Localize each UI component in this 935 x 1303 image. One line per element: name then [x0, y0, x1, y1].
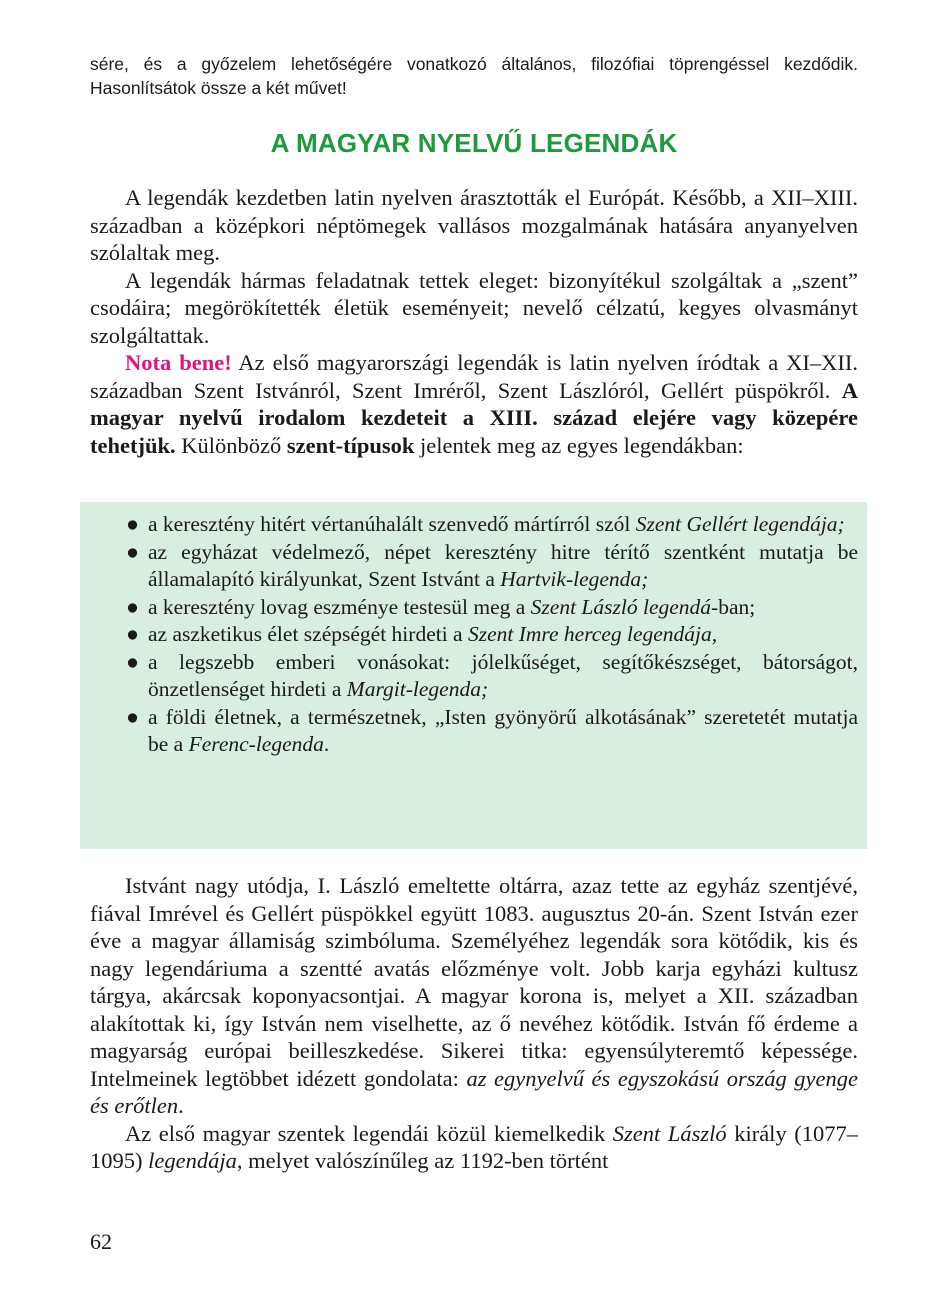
paragraph-3-part-c: Különböző — [175, 432, 287, 458]
section-title: A MAGYAR NYELVŰ LEGENDÁK — [270, 128, 678, 158]
list-item: ● a legszebb emberi vonásokat: jólelkűséget, segítőkészséget, bátorságot, önzetlenséget hirdeti a Margit-legenda; — [126, 649, 858, 701]
paragraph-4: Istvánt nagy utódja, I. László emeltette oltárra, azaz tette az egyház szentjévé, fiával Imrével és Gellért püspökkel együtt 1083. augusztus 20-án. Szent István ezer éve a magyar államiság szimbóluma. Személyéhez legendák sora kötődik, kis és nagy legendáriuma a szentté avatás előzménye volt. Jobb karja egyházi kultusz tárgya, akárcsak koponyacsontjai. A magyar korona is, melyet a XII. században alakítottak ki, így István nem viselhette, az ő nevéhez kötődik. István fő érdeme a magyarság európai beilleszkedése. Sikerei titka: egyensúlyteremtő képessége. Intelmeinek legtöbbet idézett gondolata: az egynyelvű és egyszokású ország gyenge és erőtlen. — [90, 873, 859, 1118]
list-item: ● a földi életnek, a természetnek, „Isten gyönyörű alkotásának” szeretetét mutatja be a Ferenc-legenda. — [126, 704, 858, 756]
bullet-icon: ● — [126, 594, 139, 619]
paragraph-2: A legendák hármas feladatnak tettek eleget: bizonyítékul szolgáltak a „szent” csodáira; megörökítették életük eseményeit; nevelő célzatú, kegyes olvasmányt szolgáltattak. — [90, 267, 858, 348]
list-item: ● az egyházat védelmező, népet keresztény hitre térítő szentként mutatja be államalapító királyunkat, Szent Istvánt a Hartvik-legenda; — [126, 539, 858, 591]
intelmek-quote: az egynyelvű és egyszokású ország gyenge és erőtlen — [90, 1065, 859, 1118]
paragraph-3-bold-statement: A magyar nyelvű irodalom kezdeteit a XIII. század elejére vagy közepére tehetjük. — [90, 377, 858, 458]
paragraph-3 — [90, 349, 858, 459]
paragraph-3-part-e: jelentek meg az egyes legendákban: — [414, 432, 744, 458]
saint-types-list — [126, 511, 858, 759]
paragraph-3-bold-term: szent-típusok — [286, 432, 415, 458]
bullet-icon: ● — [126, 622, 139, 646]
list-item: ● a keresztény lovag eszménye testesül meg a Szent László legendá-ban; — [126, 594, 858, 622]
bullet-icon: ● — [126, 704, 139, 729]
paragraph-5: Az első magyar szentek legendái közül kiemelkedik Szent László király (1077–1095) legendája, melyet valószínűleg az 1192-ben történt — [90, 1120, 858, 1173]
nota-bene-label: Nota bene! — [125, 350, 232, 375]
list-item: ● az aszketikus élet szépségét hirdeti a Szent Imre herceg legendája, — [126, 621, 858, 649]
lower-text-block — [90, 872, 858, 1175]
list-item: ● a keresztény hitért vértanúhalált szenvedő mártírról szól Szent Gellért legendája; — [126, 511, 858, 539]
paragraph-3-part-a: Az első magyarországi legendák is latin nyelven íródtak a XI–XII. században Szent Istvánról, Szent Imréről, Szent Lászlóról, Gellért püspökről. — [90, 350, 858, 403]
bullet-icon: ● — [126, 539, 139, 564]
paragraph-1: A legendák kezdetben latin nyelven árasztották el Európát. Később, a XII–XIII. században a középkori néptömegek vallásos mozgalmának hatására anyanyelven szólaltak meg. — [90, 185, 858, 265]
page-number: 62 — [90, 1229, 112, 1254]
bullet-icon: ● — [126, 512, 139, 536]
bullet-icon: ● — [126, 649, 139, 674]
intro-text: sére, és a győzelem lehetőségére vonatkozó általános, filozófiai töprengéssel kezdődik. Hasonlítsátok össze a két művet! — [90, 54, 858, 98]
upper-text-block — [90, 184, 858, 459]
